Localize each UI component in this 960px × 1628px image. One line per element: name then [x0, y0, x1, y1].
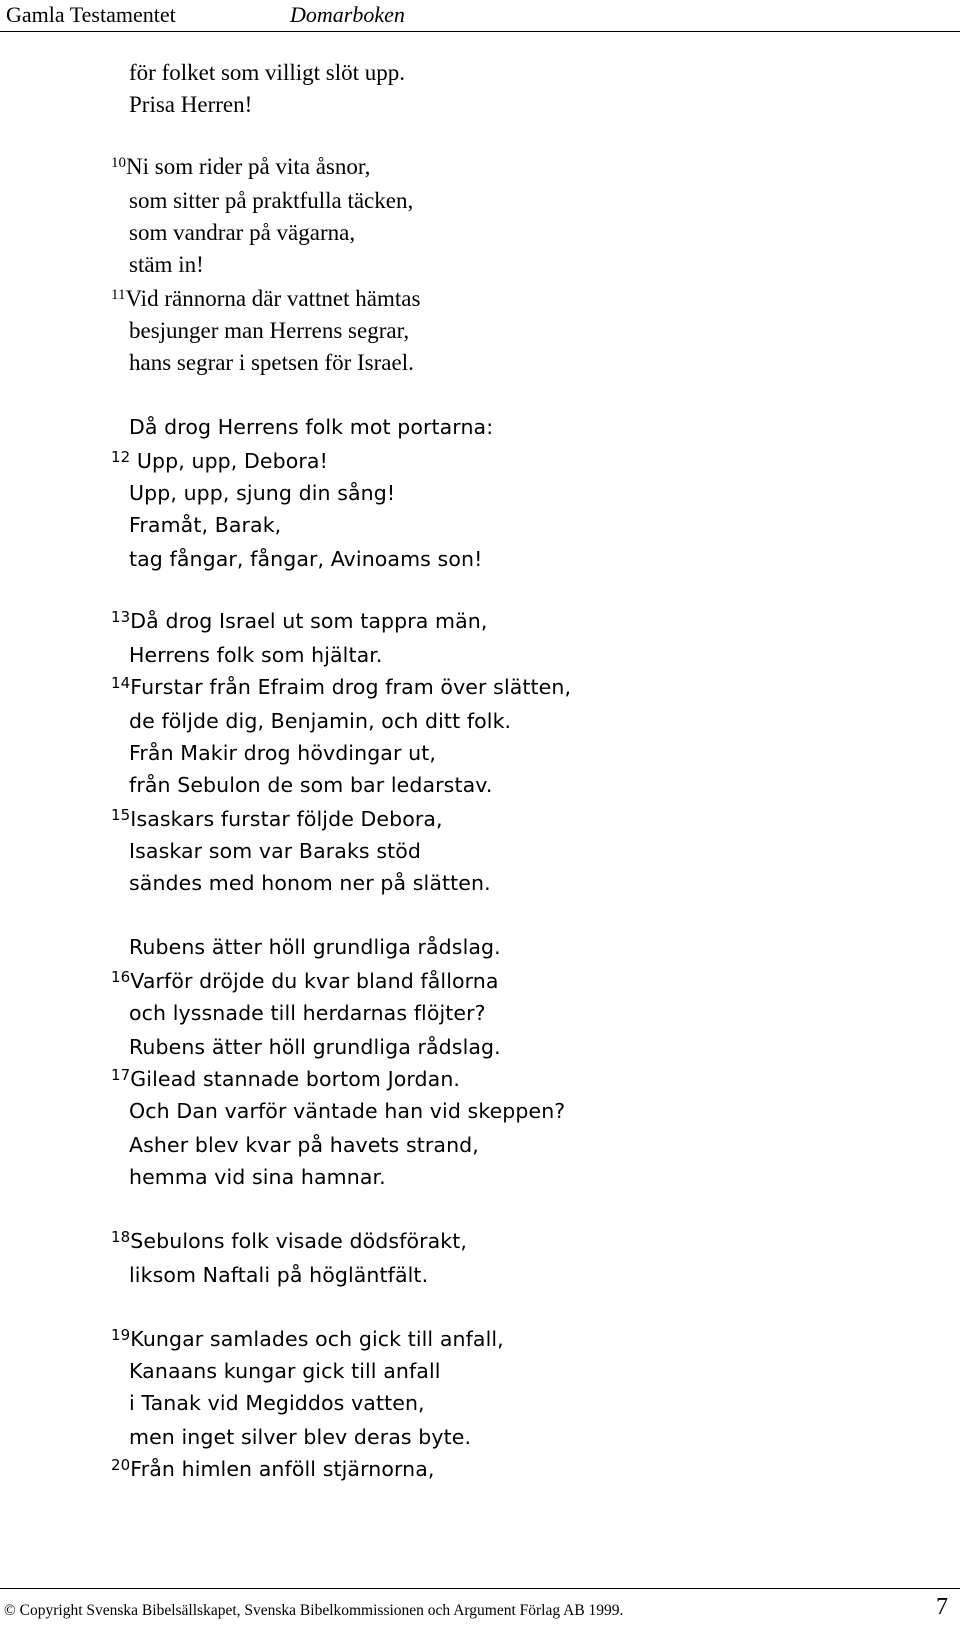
verse-line	[129, 544, 482, 574]
verse-line	[111, 966, 499, 996]
verse-line	[111, 1226, 467, 1256]
verse-line-text: besjunger man Herrens segrar,	[129, 318, 410, 343]
verse-line	[129, 868, 491, 898]
verse-line	[129, 640, 383, 670]
footer-divider	[0, 1588, 960, 1589]
verse-line	[111, 804, 443, 834]
verse-number: 12	[111, 448, 131, 466]
verse-line	[129, 90, 252, 120]
page-number: 7	[936, 1594, 948, 1620]
verse-line-text: Och Dan varför väntade han vid skeppen?	[129, 1099, 566, 1123]
verse-line-text: Då drog Israel ut som tappra män,	[130, 609, 488, 633]
verse-line	[111, 284, 420, 314]
verse-line-text: Ni som rider på vita åsnor,	[126, 154, 371, 179]
verse-line-text: Gilead stannade bortom Jordan.	[130, 1067, 461, 1091]
verse-number: 17	[111, 1066, 131, 1084]
chapter-title: Domarboken	[290, 2, 405, 27]
verse-line-text: och lyssnade till herdarnas flöjter?	[129, 1001, 486, 1025]
verse-line-text: Vid rännorna där vattnet hämtas	[125, 286, 421, 311]
verse-line-text: sändes med honom ner på slätten.	[129, 871, 491, 895]
verse-line-text: Kanaans kungar gick till anfall	[129, 1359, 441, 1383]
verse-line	[129, 1130, 479, 1160]
verse-line	[129, 348, 414, 378]
verse-line-text: i Tanak vid Megiddos vatten,	[129, 1391, 425, 1415]
verse-line-text: Prisa Herren!	[129, 92, 253, 117]
verse-line	[129, 836, 421, 866]
verse-line	[129, 1422, 471, 1452]
verse-line	[129, 250, 204, 280]
verse-line	[129, 316, 409, 346]
verse-line-text: Isaskars furstar följde Debora,	[130, 807, 443, 831]
verse-number: 13	[111, 608, 131, 626]
verse-line-text: Rubens ätter höll grundliga rådslag.	[129, 935, 501, 959]
verse-line	[129, 218, 355, 248]
verse-line-text: för folket som villigt slöt upp.	[129, 60, 405, 85]
verse-line	[111, 446, 328, 476]
verse-line-text: hemma vid sina hamnar.	[129, 1165, 386, 1189]
verse-line	[129, 1032, 501, 1062]
verse-line-text: från Sebulon de som bar ledarstav.	[129, 773, 493, 797]
verse-number: 16	[111, 968, 131, 986]
verse-line-text: Kungar samlades och gick till anfall,	[130, 1327, 504, 1351]
verse-line	[129, 738, 436, 768]
verse-line	[111, 1064, 460, 1094]
verse-line	[129, 186, 413, 216]
verse-line	[111, 152, 370, 182]
verse-line	[129, 1356, 441, 1386]
verse-line-text: som sitter på praktfulla täcken,	[129, 188, 414, 213]
verse-line-text: Asher blev kvar på havets strand,	[129, 1133, 479, 1157]
verse-line	[129, 510, 281, 540]
verse-line	[129, 1260, 428, 1290]
copyright-symbol: ©	[4, 1602, 16, 1619]
verse-line	[111, 1324, 504, 1354]
verse-line	[129, 932, 501, 962]
verse-line-text: Herrens folk som hjältar.	[129, 643, 383, 667]
verse-line-text: Isaskar som var Baraks stöd	[129, 839, 421, 863]
verse-number: 10	[111, 155, 126, 171]
verse-number: 19	[111, 1326, 131, 1344]
book-title: Gamla Testamentet	[6, 2, 176, 27]
verse-number: 14	[111, 674, 131, 692]
verse-line-text: Upp, upp, Debora!	[130, 449, 328, 473]
verse-line-text: stäm in!	[129, 252, 204, 277]
verse-line	[129, 412, 493, 442]
verse-line-text: Upp, upp, sjung din sång!	[129, 481, 396, 505]
verse-line-text: hans segrar i spetsen för Israel.	[129, 350, 414, 375]
verse-number: 11	[111, 287, 126, 303]
verse-line	[129, 58, 405, 88]
verse-line-text: Varför dröjde du kvar bland fållorna	[130, 969, 499, 993]
verse-line	[129, 1162, 386, 1192]
verse-line-text: Då drog Herrens folk mot portarna:	[129, 415, 494, 439]
verse-line-text: Furstar från Efraim drog fram över slätten,	[130, 675, 572, 699]
verse-number: 15	[111, 806, 131, 824]
verse-line	[111, 672, 571, 702]
verse-line	[129, 998, 486, 1028]
verse-line-text: liksom Naftali på högläntfält.	[129, 1263, 429, 1287]
verse-line	[129, 478, 395, 508]
verse-line	[129, 1388, 425, 1418]
verse-line	[129, 770, 493, 800]
verse-line-text: de följde dig, Benjamin, och ditt folk.	[129, 709, 512, 733]
verse-line-text: tag fångar, fångar, Avinoams son!	[129, 547, 483, 571]
verse-line-text: som vandrar på vägarna,	[129, 220, 356, 245]
verse-number: 18	[111, 1228, 131, 1246]
verse-line-text: Sebulons folk visade dödsförakt,	[130, 1229, 468, 1253]
verse-line-text: Från himlen anföll stjärnorna,	[130, 1457, 435, 1481]
verse-line-text: Framåt, Barak,	[129, 513, 282, 537]
verse-line-text: Från Makir drog hövdingar ut,	[129, 741, 436, 765]
verse-line	[111, 1454, 435, 1484]
verse-line	[129, 1096, 565, 1126]
copyright-text: Copyright Svenska Bibelsällskapet, Svenska Bibelkommissionen och Argument Förlag AB 1999.	[19, 1602, 624, 1619]
verse-number: 20	[111, 1456, 131, 1474]
verse-line-text: Rubens ätter höll grundliga rådslag.	[129, 1035, 501, 1059]
verse-line-text: men inget silver blev deras byte.	[129, 1425, 472, 1449]
verse-line	[129, 706, 511, 736]
verse-line	[111, 606, 488, 636]
copyright-footer	[4, 1600, 623, 1622]
